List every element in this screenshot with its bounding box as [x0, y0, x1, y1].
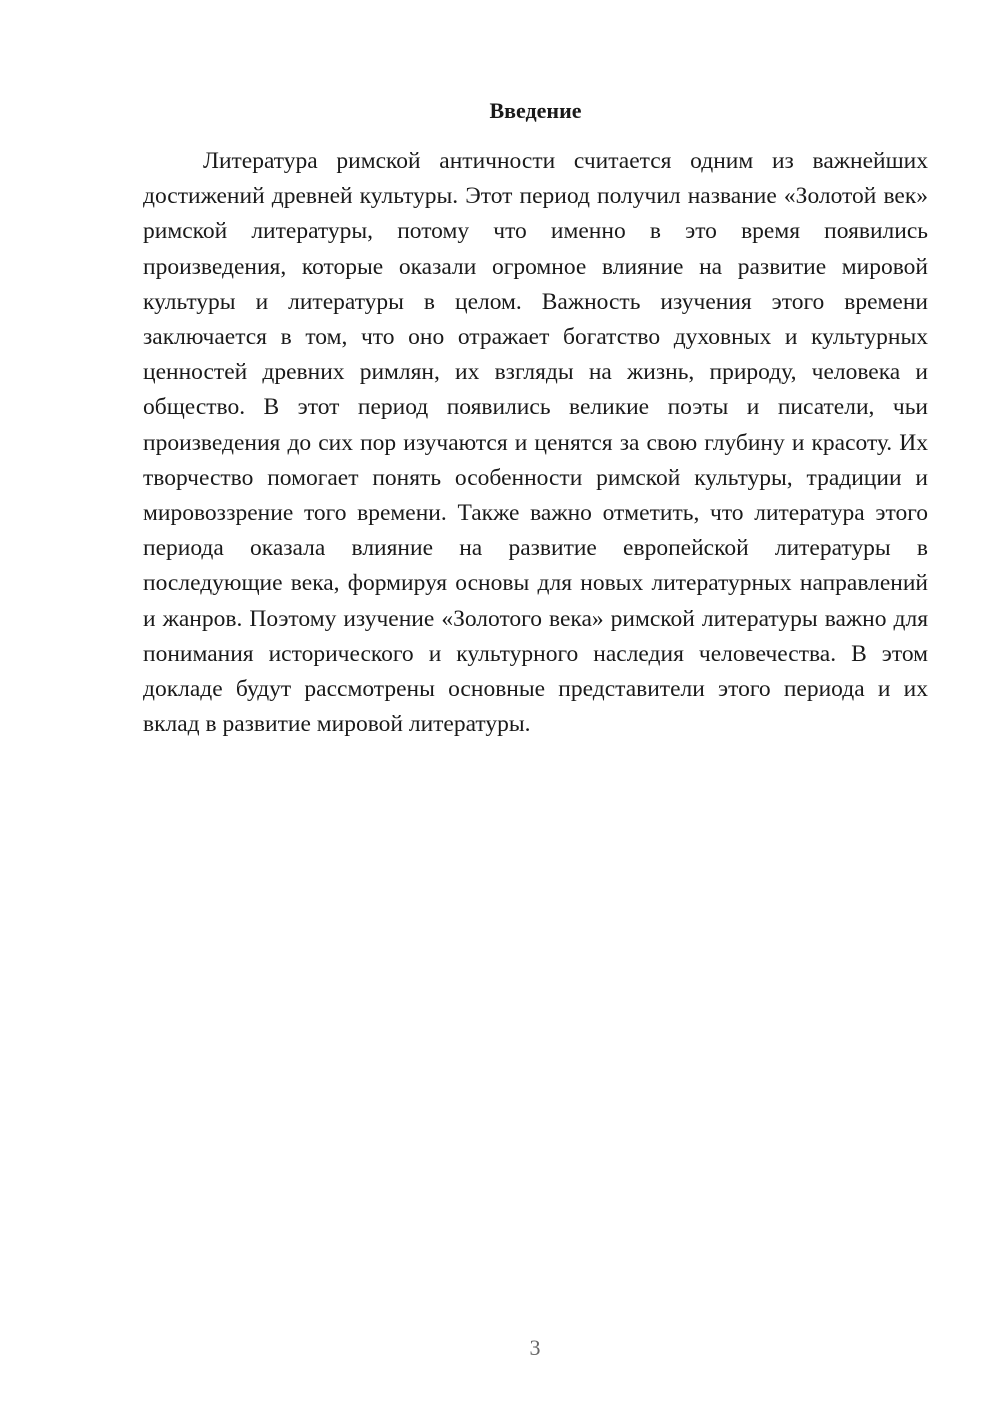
section-heading: Введение: [489, 98, 582, 123]
body-paragraph: Литература римской античности считается одним из важнейших достижений древней культуры. Этот период получил название «Золотой век» римской литературы, потому что именно в это время появились произведения, которые оказали огромное влияние на развитие мировой культуры и литературы в целом. Важность изучения этого времени заключается в том, что оно отражает богатство духовных и культурных ценностей древних римлян, их взгляды на жизнь, природу, человека и общество. В этот период появились великие поэты и писатели, чьи произведения до сих пор изучаются и ценятся за свою глубину и красоту. Их творчество помогает понять особенности римской культуры, традиции и мировоззрение того времени. Также важно отметить, что литература этого периода оказала влияние на развитие европейской литературы в последующие века, формируя основы для новых литературных направлений и жанров. Поэтому изучение «Золотого века» римской литературы важно для понимания исторического и культурного наследия человечества. В этом докладе будут рассмотрены основные представители этого периода и их вклад в развитие мировой литературы.: [143, 148, 928, 738]
page-number: 3: [529, 1335, 541, 1360]
